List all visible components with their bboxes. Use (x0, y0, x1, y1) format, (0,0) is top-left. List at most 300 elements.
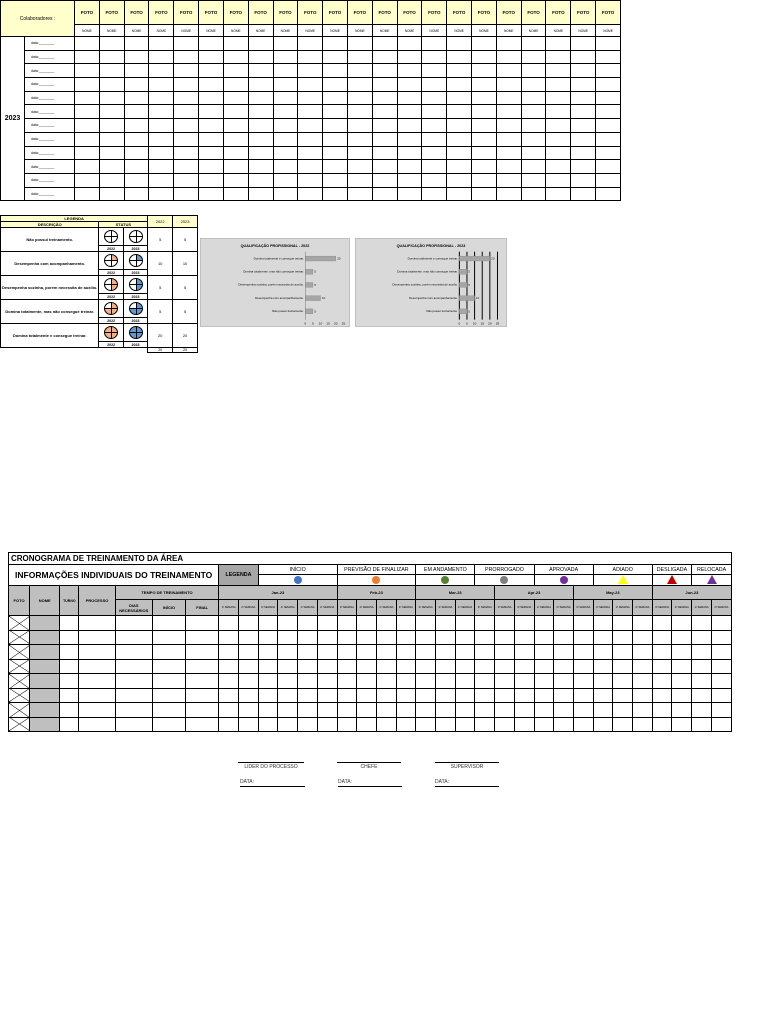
circle-icon (560, 576, 568, 584)
matrix-cell (571, 119, 596, 133)
matrix-cell (596, 105, 621, 119)
matrix-cell (149, 64, 174, 78)
week-cell (357, 645, 377, 660)
matrix-cell (596, 187, 621, 201)
matrix-cell (372, 146, 397, 160)
matrix-cell (496, 64, 521, 78)
chart-x-tick: 5 (466, 321, 468, 326)
crono-cell (186, 688, 219, 703)
week-cell (573, 674, 593, 689)
matrix-row (1, 50, 621, 64)
crono-cell (60, 659, 79, 674)
week-cell (396, 645, 416, 660)
week-cell (436, 674, 456, 689)
matrix-cell (447, 160, 472, 174)
matrix-cell (174, 64, 199, 78)
matrix-cell (397, 50, 422, 64)
matrix-cell (174, 91, 199, 105)
nome-cell: NOME (521, 25, 546, 37)
matrix-cell (174, 187, 199, 201)
matrix-row (1, 37, 621, 51)
week-cell (593, 703, 613, 718)
status-header: STATUS (99, 222, 148, 228)
matrix-cell (521, 173, 546, 187)
matrix-cell (124, 160, 149, 174)
matrix-cell (372, 50, 397, 64)
circle-icon (500, 576, 508, 584)
crono-cell (115, 630, 152, 645)
legend-desc: Não possui treinamento. (1, 228, 99, 252)
matrix-cell (298, 119, 323, 133)
desc-header: DESCRIÇÃO (1, 222, 99, 228)
matrix-cell (397, 160, 422, 174)
matrix-cell (447, 173, 472, 187)
week-header: 3ª SEMANA (416, 600, 436, 616)
week-cell (554, 703, 574, 718)
week-cell (633, 703, 653, 718)
matrix-cell (75, 91, 100, 105)
crono-cell (60, 688, 79, 703)
week-cell (219, 703, 239, 718)
matrix-cell (199, 119, 224, 133)
foto-cell: FOTO (447, 1, 472, 25)
crono-cell (186, 703, 219, 718)
chart-bar (459, 309, 467, 314)
week-cell (258, 659, 278, 674)
matrix-cell (298, 91, 323, 105)
chart-bar (305, 269, 313, 274)
matrix-cell (223, 105, 248, 119)
matrix-cell (571, 173, 596, 187)
nome-cell: NOME (447, 25, 472, 37)
crono-cell (186, 645, 219, 660)
matrix-cell (397, 37, 422, 51)
week-cell (711, 674, 731, 689)
matrix-cell (273, 64, 298, 78)
matrix-cell (99, 78, 124, 92)
week-cell (672, 645, 692, 660)
matrix-cell (223, 50, 248, 64)
matrix-cell (298, 146, 323, 160)
matrix-cell (521, 37, 546, 51)
week-cell (692, 674, 712, 689)
status-circle-icon (104, 302, 118, 315)
matrix-cell (273, 132, 298, 146)
week-cell (652, 645, 672, 660)
month-header: Jan-23 (219, 586, 337, 600)
week-cell (219, 616, 239, 631)
matrix-cell (521, 78, 546, 92)
matrix-cell (199, 132, 224, 146)
matrix-cell (75, 37, 100, 51)
foto-cell: FOTO (472, 1, 497, 25)
chart-data-label: 10 (322, 296, 326, 301)
chart-bar (305, 309, 313, 314)
week-cell (475, 659, 495, 674)
legend-table (0, 215, 198, 353)
week-cell (278, 616, 298, 631)
matrix-cell (347, 50, 372, 64)
matrix-cell (248, 105, 273, 119)
matrix-cell (99, 37, 124, 51)
matrix-cell (99, 50, 124, 64)
matrix-row (1, 173, 621, 187)
week-cell (613, 703, 633, 718)
legend-item (1, 252, 198, 270)
legend-value-2023: 10 (173, 252, 198, 276)
matrix-cell (422, 64, 447, 78)
week-cell (219, 688, 239, 703)
week-cell (652, 674, 672, 689)
week-cell (633, 717, 653, 732)
week-cell (652, 659, 672, 674)
date-cell: data:________ (25, 146, 75, 160)
week-header: 3ª SEMANA (573, 600, 593, 616)
matrix-cell (223, 160, 248, 174)
matrix-cell (298, 78, 323, 92)
foto-cell: FOTO (571, 1, 596, 25)
week-header: 3ª SEMANA (258, 600, 278, 616)
matrix-row (1, 105, 621, 119)
legend-sub-2022: 2022 (99, 294, 123, 300)
matrix-cell (546, 78, 571, 92)
week-cell (495, 717, 515, 732)
matrix-cell (397, 78, 422, 92)
week-cell (573, 630, 593, 645)
crono-cell (152, 688, 185, 703)
matrix-cell (99, 173, 124, 187)
week-cell (573, 703, 593, 718)
matrix-cell (447, 37, 472, 51)
matrix-cell (75, 187, 100, 201)
week-cell (475, 645, 495, 660)
crono-cell (186, 659, 219, 674)
status-icon-cell (123, 228, 147, 246)
status-circle-icon (129, 254, 143, 267)
legend-item (1, 228, 198, 246)
matrix-cell (596, 37, 621, 51)
week-cell (652, 717, 672, 732)
foto-cell: FOTO (199, 1, 224, 25)
chart-category-label: Não possui treinamento. (272, 309, 304, 314)
foto-cell: FOTO (496, 1, 521, 25)
matrix-cell (447, 187, 472, 201)
week-cell (593, 645, 613, 660)
sig-data-chefe: DATA: (338, 779, 402, 787)
status-label-5: APROVADA (534, 565, 593, 575)
training-schedule (8, 552, 732, 732)
matrix-cell (571, 37, 596, 51)
week-cell (455, 616, 475, 631)
matrix-cell (347, 91, 372, 105)
matrix-cell (472, 64, 497, 78)
week-header: 4ª SEMANA (278, 600, 298, 616)
nome-cell: NOME (496, 25, 521, 37)
week-cell (534, 674, 554, 689)
circle-icon (372, 576, 380, 584)
week-header: 1ª SEMANA (298, 600, 318, 616)
legend-value-2023: 5 (173, 300, 198, 324)
triangle-icon (707, 575, 717, 584)
week-cell (396, 630, 416, 645)
week-cell (396, 674, 416, 689)
matrix-cell (149, 50, 174, 64)
date-cell: data:________ (25, 64, 75, 78)
week-header: 1ª SEMANA (376, 600, 396, 616)
week-header: 2ª SEMANA (317, 600, 337, 616)
week-cell (436, 659, 456, 674)
crono-cell (152, 630, 185, 645)
crono-row (9, 659, 732, 674)
month-header: May-23 (573, 586, 652, 600)
chart-bar (305, 296, 320, 301)
week-cell (534, 616, 554, 631)
legend-value-2023: 20 (173, 324, 198, 348)
crono-cell (79, 688, 115, 703)
matrix-cell (75, 160, 100, 174)
crono-subtitle: INFORMAÇÕES INDIVIDUAIS DO TREINAMENTO (9, 565, 219, 586)
week-cell (495, 688, 515, 703)
matrix-cell (124, 187, 149, 201)
matrix-cell (546, 37, 571, 51)
matrix-cell (496, 105, 521, 119)
week-cell (475, 703, 495, 718)
nome-cell: NOME (596, 25, 621, 37)
matrix-cell (521, 160, 546, 174)
matrix-cell (223, 37, 248, 51)
matrix-cell (149, 146, 174, 160)
matrix-cell (347, 173, 372, 187)
foto-cell: FOTO (422, 1, 447, 25)
chart-x-tick: 25 (341, 321, 346, 326)
foto-cell: FOTO (174, 1, 199, 25)
chart-bar (459, 296, 474, 301)
matrix-cell (422, 187, 447, 201)
matrix-cell (75, 64, 100, 78)
week-cell (278, 659, 298, 674)
week-cell (573, 659, 593, 674)
chart-x-tick: 5 (312, 321, 314, 326)
col-foto: FOTO (9, 586, 30, 616)
chart-bar (459, 283, 467, 288)
chart-data-label: 10 (476, 296, 480, 301)
matrix-cell (248, 37, 273, 51)
nome-cell: NOME (347, 25, 372, 37)
crono-cell (115, 645, 152, 660)
status-icon-cell (692, 575, 732, 586)
week-cell (534, 717, 554, 732)
matrix-cell (323, 173, 348, 187)
matrix-cell (323, 91, 348, 105)
date-cell: data:________ (25, 132, 75, 146)
status-circle-icon (104, 326, 118, 339)
status-icon-cell (123, 276, 147, 294)
week-header: 1ª SEMANA (613, 600, 633, 616)
matrix-cell (199, 173, 224, 187)
week-cell (672, 616, 692, 631)
matrix-cell (546, 64, 571, 78)
matrix-cell (472, 78, 497, 92)
week-cell (219, 717, 239, 732)
week-header: 1ª SEMANA (692, 600, 712, 616)
week-cell (357, 674, 377, 689)
chart-data-label: 5 (468, 309, 471, 314)
matrix-row (1, 91, 621, 105)
photo-placeholder (9, 674, 30, 689)
week-cell (613, 616, 633, 631)
matrix-cell (472, 160, 497, 174)
date-cell: data:________ (25, 173, 75, 187)
matrix-cell (273, 160, 298, 174)
week-cell (337, 630, 357, 645)
week-header: 1ª SEMANA (219, 600, 239, 616)
matrix-cell (149, 119, 174, 133)
week-cell (672, 688, 692, 703)
matrix-cell (199, 64, 224, 78)
col-inicio: INÍCIO (152, 600, 185, 616)
week-cell (238, 717, 258, 732)
week-cell (514, 674, 534, 689)
week-cell (692, 616, 712, 631)
week-cell (238, 659, 258, 674)
status-icon-cell (99, 300, 123, 318)
week-header: 2ª SEMANA (554, 600, 574, 616)
chart-category-label: Domina totalmente e consegue treinar. (407, 256, 458, 261)
nome-cell: NOME (372, 25, 397, 37)
week-cell (278, 630, 298, 645)
week-cell (416, 674, 436, 689)
matrix-cell (496, 91, 521, 105)
week-cell (711, 645, 731, 660)
matrix-cell (571, 105, 596, 119)
crono-title-row (9, 553, 732, 565)
legend-year-2023: 2023 (173, 216, 198, 228)
chart-x-tick: 15 (480, 321, 484, 326)
crono-cell (79, 674, 115, 689)
matrix-cell (149, 187, 174, 201)
matrix-row (1, 187, 621, 201)
crono-cell (79, 659, 115, 674)
week-cell (258, 645, 278, 660)
matrix-cell (149, 78, 174, 92)
week-cell (613, 674, 633, 689)
week-header: 4ª SEMANA (357, 600, 377, 616)
matrix-cell (124, 173, 149, 187)
week-cell (633, 688, 653, 703)
matrix-cell (323, 160, 348, 174)
matrix-cell (124, 132, 149, 146)
week-cell (337, 717, 357, 732)
crono-row (9, 688, 732, 703)
matrix-cell (472, 37, 497, 51)
matrix-cell (546, 50, 571, 64)
chart-x-tick: 10 (318, 321, 323, 326)
chart-category-label: Desempenha sozinha, porém necessita de auxílio. (238, 282, 304, 287)
week-cell (357, 659, 377, 674)
matrix-cell (372, 132, 397, 146)
week-cell (298, 630, 318, 645)
matrix-cell (571, 91, 596, 105)
matrix-cell (347, 132, 372, 146)
status-icon-cell (652, 575, 691, 586)
status-circle-icon (129, 326, 143, 339)
week-cell (711, 616, 731, 631)
week-cell (436, 616, 456, 631)
status-icon-cell (593, 575, 652, 586)
week-cell (455, 703, 475, 718)
matrix-cell (596, 91, 621, 105)
week-cell (317, 659, 337, 674)
crono-cell (152, 659, 185, 674)
matrix-cell (323, 132, 348, 146)
week-header: 1ª SEMANA (455, 600, 475, 616)
matrix-cell (372, 78, 397, 92)
matrix-cell (422, 91, 447, 105)
matrix-cell (521, 50, 546, 64)
matrix-cell (323, 187, 348, 201)
matrix-cell (422, 50, 447, 64)
date-cell: data:________ (25, 78, 75, 92)
week-cell (396, 688, 416, 703)
matrix-cell (75, 78, 100, 92)
week-cell (258, 630, 278, 645)
week-cell (593, 659, 613, 674)
matrix-cell (422, 160, 447, 174)
week-cell (495, 674, 515, 689)
col-dias: DIAS NECESSÁRIOS (115, 600, 152, 616)
week-cell (298, 645, 318, 660)
colaboradores-label: Colaboradores : (1, 1, 75, 37)
matrix-cell (447, 91, 472, 105)
crono-cell (115, 674, 152, 689)
nome-cell: NOME (174, 25, 199, 37)
week-cell (613, 630, 633, 645)
name-cell (30, 717, 60, 732)
legend-sub-2023: 2023 (123, 294, 147, 300)
month-header: Jun-23 (652, 586, 731, 600)
week-cell (317, 645, 337, 660)
matrix-cell (472, 91, 497, 105)
matrix-cell (323, 37, 348, 51)
crono-subheader-row (9, 600, 732, 616)
matrix-cell (397, 132, 422, 146)
crono-row (9, 717, 732, 732)
name-cell (30, 659, 60, 674)
matrix-cell (596, 146, 621, 160)
photo-placeholder (9, 659, 30, 674)
week-cell (495, 703, 515, 718)
legend-value-2022: 10 (148, 252, 173, 276)
week-cell (376, 703, 396, 718)
status-label-1: INÍCIO (258, 565, 337, 575)
crono-cell (186, 674, 219, 689)
week-header: 4ª SEMANA (436, 600, 456, 616)
matrix-cell (199, 160, 224, 174)
matrix-cell (521, 105, 546, 119)
week-cell (514, 630, 534, 645)
status-circle-icon (129, 278, 143, 291)
matrix-cell (298, 50, 323, 64)
matrix-cell (496, 119, 521, 133)
matrix-cell (546, 105, 571, 119)
col-processo: PROCESSO (79, 586, 115, 616)
sig-chefe: CHEFE (337, 762, 401, 770)
matrix-cell (546, 187, 571, 201)
matrix-cell (298, 173, 323, 187)
foto-cell: FOTO (521, 1, 546, 25)
nome-cell: NOME (546, 25, 571, 37)
week-cell (613, 659, 633, 674)
